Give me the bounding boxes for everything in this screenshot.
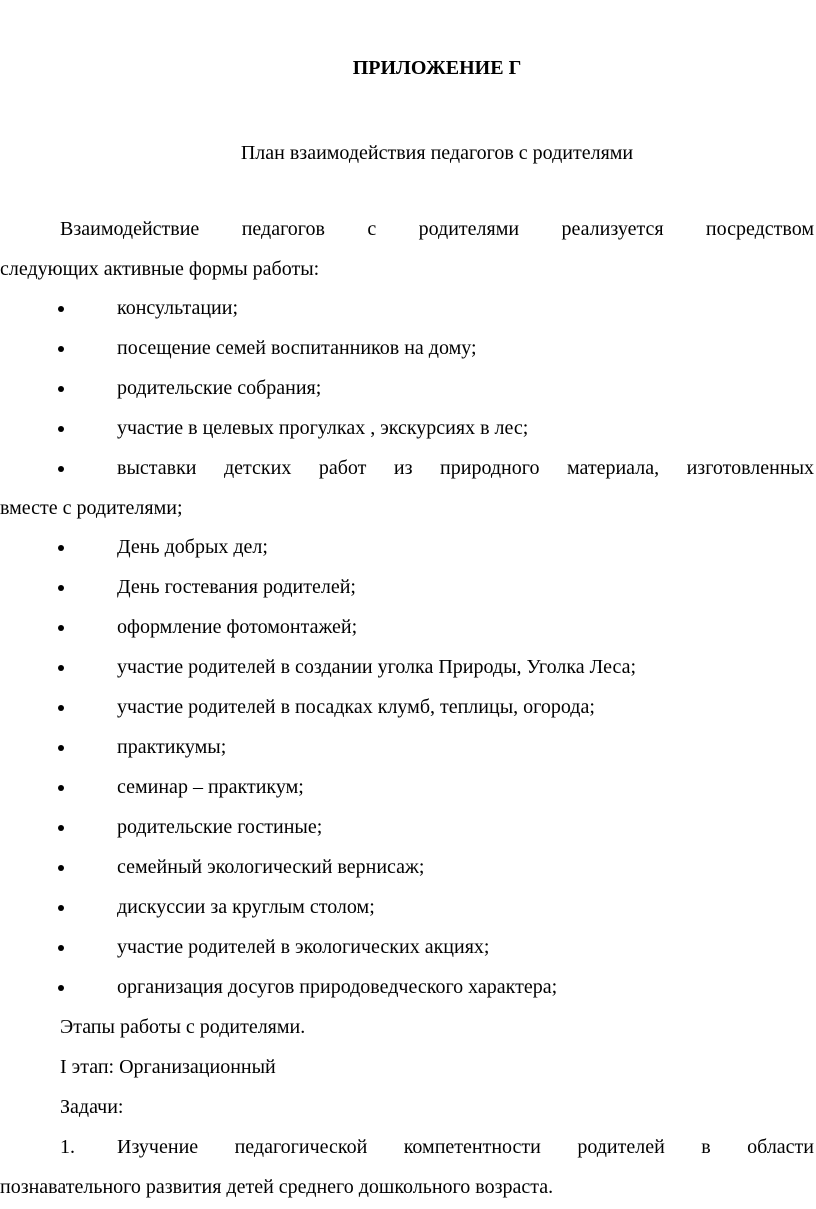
- bullet-icon: [58, 985, 64, 991]
- bullet-icon: [58, 386, 64, 392]
- bullet-icon: [58, 426, 64, 432]
- bullet-icon: [58, 945, 64, 951]
- list-item-continuation: вместе с родителями;: [0, 497, 183, 519]
- document-subheading: План взаимодействия педагогов с родителями: [240, 142, 634, 164]
- stages-intro: Этапы работы с родителями.: [60, 1016, 306, 1038]
- list-item: консультации;: [117, 297, 239, 319]
- bullet-icon: [58, 745, 64, 751]
- list-item: семейный экологический вернисаж;: [117, 856, 425, 878]
- bullet-icon: [58, 905, 64, 911]
- list-item: участие в целевых прогулках , экскурсиях в лес;: [117, 417, 529, 439]
- bullet-icon: [58, 665, 64, 671]
- list-item: День добрых дел;: [117, 536, 268, 558]
- list-item: организация досугов природоведческого характера;: [117, 976, 558, 998]
- task-number: 1.: [60, 1136, 75, 1158]
- bullet-icon: [58, 306, 64, 312]
- bullet-icon: [58, 466, 64, 472]
- bullet-icon: [58, 705, 64, 711]
- list-item: семинар – практикум;: [117, 776, 304, 798]
- intro-line-1: Взаимодействие педагогов с родителями реализуется посредством: [60, 218, 814, 240]
- bullet-icon: [58, 346, 64, 352]
- list-item: оформление фотомонтажей;: [117, 616, 358, 638]
- list-item: участие родителей в экологических акциях;: [117, 936, 490, 958]
- stage-1-title: I этап: Организационный: [60, 1056, 276, 1078]
- list-item: родительские собрания;: [117, 377, 322, 399]
- list-item: родительские гостиные;: [117, 816, 323, 838]
- bullet-icon: [58, 625, 64, 631]
- bullet-icon: [58, 785, 64, 791]
- list-item: участие родителей в посадках клумб, теплицы, огорода;: [117, 696, 595, 718]
- bullet-icon: [58, 825, 64, 831]
- bullet-icon: [58, 545, 64, 551]
- task-1-line-1: Изучение педагогической компетентности родителей в области: [117, 1136, 814, 1158]
- intro-line-2: следующих активные формы работы:: [0, 258, 320, 280]
- tasks-label: Задачи:: [60, 1096, 124, 1118]
- bullet-icon: [58, 585, 64, 591]
- list-item: посещение семей воспитанников на дому;: [117, 337, 477, 359]
- list-item: практикумы;: [117, 736, 227, 758]
- list-item: дискуссии за круглым столом;: [117, 896, 375, 918]
- list-item: выставки детских работ из природного материала, изготовленных: [117, 457, 814, 479]
- document-heading: ПРИЛОЖЕНИЕ Г: [352, 57, 522, 79]
- list-item: День гостевания родителей;: [117, 576, 356, 598]
- list-item: участие родителей в создании уголка Природы, Уголка Леса;: [117, 656, 637, 678]
- task-1-line-2: познавательного развития детей среднего дошкольного возраста.: [0, 1176, 554, 1198]
- bullet-icon: [58, 865, 64, 871]
